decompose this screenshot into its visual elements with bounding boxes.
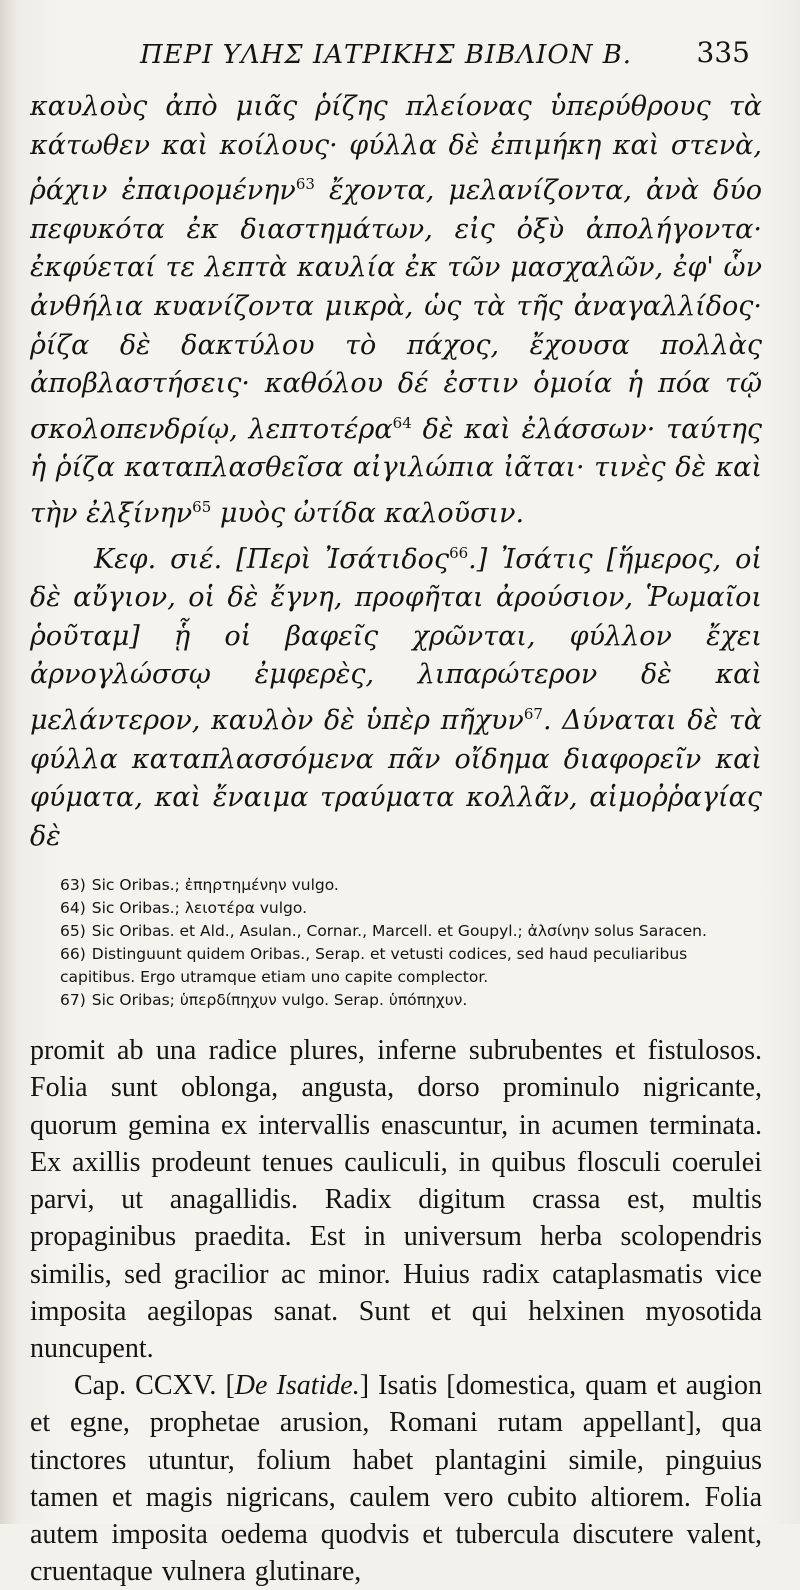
- latin-text-block: [30, 1032, 762, 1590]
- running-header: [30, 34, 762, 80]
- footnote-text: Sic Oribas; ὑπερδίπηχυν vulgo. Serap. ὑπόπηχυν.: [91, 991, 468, 1010]
- greek-text-block: [30, 88, 762, 856]
- footnote-ref-64: 64: [392, 413, 412, 432]
- greek-text-segment: .] Ἰσάτις [ἥμερος, οἱ δὲ αὔγιον, οἱ δὲ ἔγνη, προφῆται ἀρούσιον, Ῥωμαῖοι ῥοῦταμ] ᾗ οἱ βαφεῖς χρῶνται, φύλλον ἔχει ἀρνογλώσσῳ ἐμφερὲς, λιπαρώτερον δὲ καὶ μελάντερον, καυλὸν δὲ ὑπὲρ πῆχυν: [30, 543, 762, 736]
- footnote-ref-66: 66: [449, 543, 469, 562]
- greek-text-segment: καυλοὺς ἀπὸ μιᾶς ῥίζης πλείονας ὑπερύθρους τὰ κάτωθεν καὶ κοίλους· φύλλα δὲ ἐπιμήκη καὶ στενὰ, ῥάχιν ἐπαιρομένην: [30, 91, 762, 207]
- running-title: ΠΕΡΙ ΥΛΗΣ ΙΑΤΡΙΚΗΣ ΒΙΒΛΙΟΝ Β.: [140, 40, 633, 70]
- latin-chapter-title: De Isatide.: [234, 1370, 360, 1402]
- footnote-ref-67: 67: [523, 704, 543, 723]
- footnote-ref-65: 65: [192, 497, 212, 516]
- footnote-text: Sic Oribas. et Ald., Asulan., Cornar., Marcell. et Goupyl.; ἀλσίνην solus Saracen.: [91, 922, 707, 941]
- footnote-number: 67): [60, 991, 86, 1010]
- footnote: [30, 897, 762, 920]
- greek-chapter-heading: Κεφ. σιέ. [Περὶ Ἰσάτιδος: [94, 543, 450, 575]
- footnote-number: 63): [60, 876, 86, 895]
- greek-paragraph-1: [30, 88, 762, 534]
- footnote: [30, 920, 762, 943]
- footnote-number: 65): [60, 922, 86, 941]
- footnote: [30, 874, 762, 897]
- latin-paragraph-1: promit ab una radice plures, inferne subrubentes et fistulosos. Folia sunt oblonga, angusta, dorso prominulo nigricante, quorum gemina ex intervallis enascuntur, in acumen terminata. Ex axillis prodeunt tenues cauliculi, in quibus flosculi coerulei parvi, ut anagallidis. Radix digitum crassa est, multis propaginibus praedita. Est in universum herba scolopendris similis, sed gracilior ac minor. Huius radix cataplasmatis vice imposita aegilopas sanat. Sunt et qui helxinen myosotida nuncupent.: [30, 1035, 762, 1364]
- footnote-text: Sic Oribas.; ἐπηρτημένην vulgo.: [91, 876, 339, 895]
- footnote-text: Sic Oribas.; λειοτέρα vulgo.: [91, 899, 307, 918]
- greek-text-segment: . Δύναται δὲ τὰ φύλλα καταπλασσόμενα πᾶν οἴδημα διαφορεῖν καὶ φύματα, καὶ ἔναιμα τραύματα κολλᾶν, αἱμοῤῥαγίας δὲ: [30, 704, 762, 852]
- greek-paragraph-2: [30, 534, 762, 857]
- page-number: 335: [696, 36, 750, 69]
- footnote: [30, 989, 762, 1012]
- footnote-text: Distinguunt quidem Oribas., Serap. et vetusti codices, sed haud peculiaribus capitibus. Ergo utramque etiam uno capite complector.: [60, 945, 688, 987]
- greek-text-segment: δὲ καὶ ἐλάσσων· ταύτης ἡ ῥίζα καταπλασθεῖσα αἰγιλώπια ἰᾶται· τινὲς δὲ καὶ τὴν ἐλξίνην: [30, 413, 762, 529]
- greek-text-segment: ἔχοντα, μελανίζοντα, ἀνὰ δύο πεφυκότα ἐκ διαστημάτων, εἰς ὀξὺ ἀπολήγοντα· ἐκφύεταί τε λεπτὰ καυλία ἐκ τῶν μασχαλῶν, ἐφ' ὧν ἀνθήλια κυανίζοντα μικρὰ, ὡς τὰ τῆς ἀναγαλλίδος· ῥίζα δὲ δακτύλου τὸ πάχος, ἔχουσα πολλὰς ἀποβλαστήσεις· καθόλου δέ ἐστιν ὁμοία ἡ πόα τῷ σκολοπενδρίῳ, λεπτοτέρα: [30, 175, 762, 445]
- greek-text-segment: μυὸς ὠτίδα καλοῦσιν.: [211, 497, 525, 529]
- footnote-number: 66): [60, 945, 86, 964]
- latin-paragraph-2: [30, 1367, 762, 1590]
- footnote-number: 64): [60, 899, 86, 918]
- footnote-ref-63: 63: [295, 175, 315, 194]
- footnotes-block: [30, 874, 762, 1012]
- latin-text-segment: ] Isatis [domestica, quam et augion et egne, prophetae arusion, Romani rutam appellant], qua tinctores utuntur, folium habet plantagini simile, pinguius tamen et magis nigricans, caulem vero cubito altiorem. Folia autem imposita oedema quodvis et tubercula discutere valent, cruentaque vulnera glutinare,: [30, 1370, 762, 1588]
- latin-chapter-heading: Cap. CCXV. [: [74, 1370, 235, 1402]
- footnote: [30, 943, 762, 989]
